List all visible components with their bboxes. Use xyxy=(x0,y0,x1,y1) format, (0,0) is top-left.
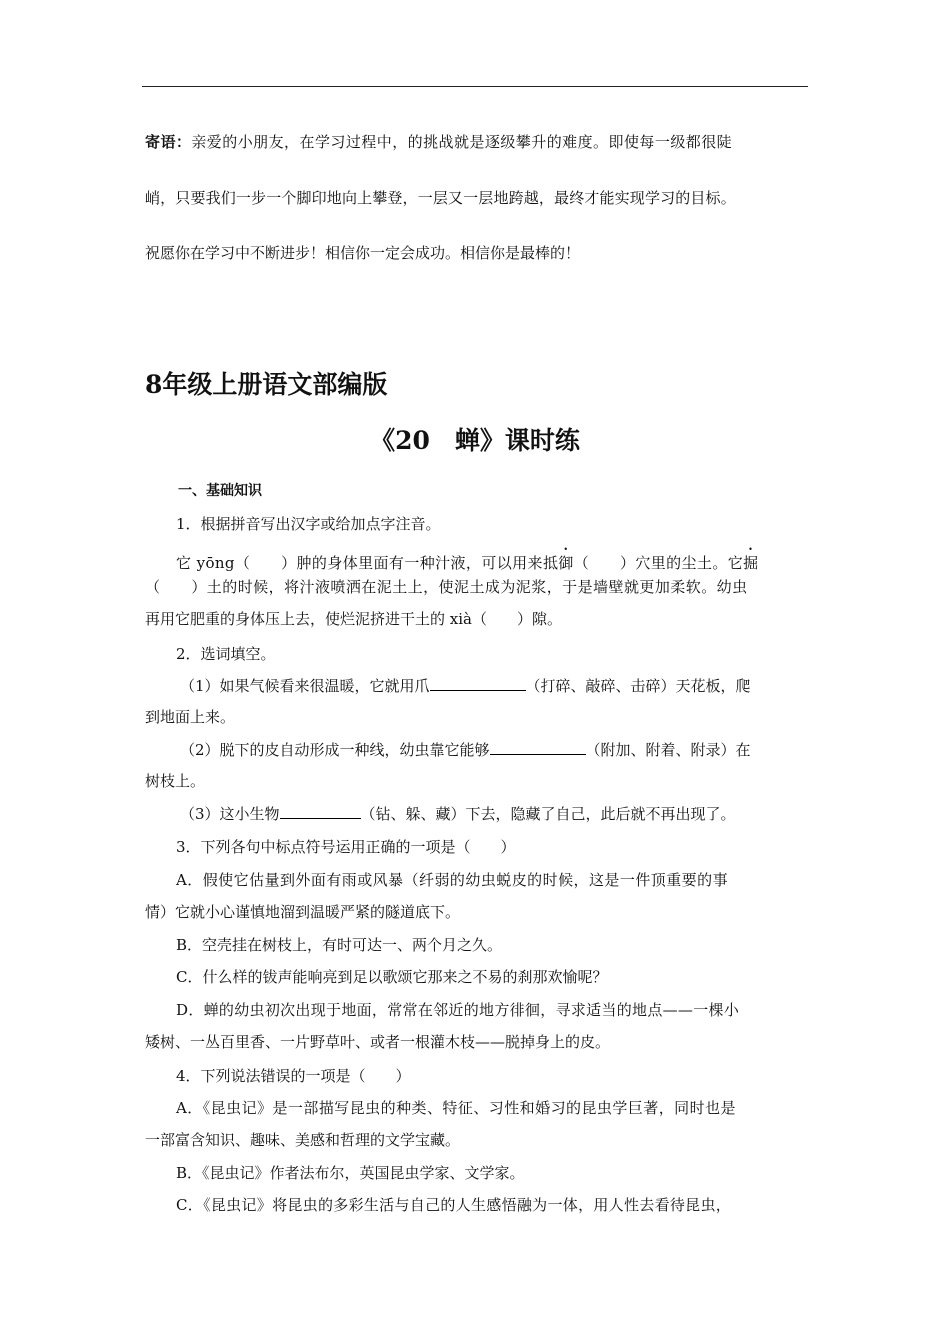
q1-line-2: （ ）土的时候，将汁液喷洒在泥土上，使泥土成为泥浆，于是墙壁就更加柔软。幼虫 xyxy=(145,578,748,596)
q1-text-c: （ ）穴里的尘土。它 xyxy=(573,554,744,572)
q2-sub-2-text-b: （附加、附着、附录）在 xyxy=(585,741,751,759)
q2-blank-1[interactable] xyxy=(430,676,526,691)
q2-sub-1-text-b: （打碎、敲碎、击碎）天花板，爬 xyxy=(525,677,751,695)
q1-dotted-char-2: 掘 xyxy=(743,554,759,572)
q2-sub-2 xyxy=(180,740,810,760)
q1-stem: 1．根据拼音写出汉字或给加点字注音。 xyxy=(176,515,441,533)
q2-blank-3[interactable] xyxy=(280,804,361,819)
q2-sub-2-text-a: （2）脱下的皮自动形成一种线，幼虫靠它能够 xyxy=(180,741,490,759)
grade-heading: 8年级上册语文部编版 xyxy=(145,370,388,399)
greeting-line-1 xyxy=(145,132,810,152)
q3-option-d-1: D．蝉的幼虫初次出现于地面，常常在邻近的地方徘徊，寻求适当的地点——一棵小 xyxy=(176,1001,740,1019)
q4-option-a-2: 一部富含知识、趣味、美感和哲理的文学宝藏。 xyxy=(145,1131,461,1149)
q1-dotted-char-1: 御 xyxy=(558,554,574,572)
q3-stem: 3．下列各句中标点符号运用正确的一项是（ ） xyxy=(176,838,516,856)
q2-sub-2-cont: 树枝上。 xyxy=(145,772,206,790)
q3-option-a-2: 情）它就小心谨慎地溜到温暖严紧的隧道底下。 xyxy=(145,903,461,921)
q1-line-1 xyxy=(176,545,810,573)
q4-stem: 4．下列说法错误的一项是（ ） xyxy=(176,1067,411,1085)
q4-option-c: C．《昆虫记》将昆虫的多彩生活与自己的人生感悟融为一体，用人性去看待昆虫， xyxy=(176,1196,732,1214)
section-title-basics: 一、基础知识 xyxy=(178,483,262,499)
q2-sub-1-cont: 到地面上来。 xyxy=(145,708,236,726)
q3-option-b: B．空壳挂在树枝上，有时可达一、两个月之久。 xyxy=(176,936,503,954)
q3-option-c: C．什么样的钹声能响亮到足以歌颂它那来之不易的刹那欢愉呢？ xyxy=(176,968,608,986)
greeting-label: 寄语： xyxy=(145,133,192,151)
q2-sub-3 xyxy=(180,804,810,824)
q2-sub-1 xyxy=(180,676,810,696)
q2-sub-3-text-a: （3）这小生物 xyxy=(180,805,280,823)
q4-option-b: B．《昆虫记》作者法布尔，英国昆虫学家、文学家。 xyxy=(176,1164,525,1182)
q2-stem: 2．选词填空。 xyxy=(176,645,276,663)
greeting-text-1: 亲爱的小朋友，在学习过程中，的挑战就是逐级攀升的难度。即使每一级都很陡 xyxy=(191,133,733,151)
q1-text-a: 它 yōng（ ）肿的身体里面有一种汁液，可以用来抵 xyxy=(176,554,559,572)
q4-option-a-1: A．《昆虫记》是一部描写昆虫的种类、特征、习性和婚习的昆虫学巨著，同时也是 xyxy=(176,1099,736,1117)
greeting-line-2: 峭，只要我们一步一个脚印地向上攀登，一层又一层地跨越，最终才能实现学习的目标。 xyxy=(145,189,736,207)
lesson-title: 《20 蝉》课时练 xyxy=(370,426,580,455)
q1-line-3: 再用它肥重的身体压上去，使烂泥挤进干土的 xià（ ）隙。 xyxy=(145,610,562,628)
q3-option-d-2: 矮树、一丛百里香、一片野草叶、或者一根灌木枝——脱掉身上的皮。 xyxy=(145,1033,611,1051)
header-rule xyxy=(142,86,808,87)
greeting-line-3: 祝愿你在学习中不断进步！相信你一定会成功。相信你是最棒的！ xyxy=(145,244,581,262)
q2-blank-2[interactable] xyxy=(490,740,586,755)
q2-sub-1-text-a: （1）如果气候看来很温暖，它就用爪 xyxy=(180,677,430,695)
q3-option-a-1: A．假使它估量到外面有雨或风暴（纤弱的幼虫蜕皮的时候，这是一件顶重要的事 xyxy=(176,871,729,889)
q2-sub-3-text-b: （钻、躲、藏）下去，隐藏了自己，此后就不再出现了。 xyxy=(360,805,736,823)
